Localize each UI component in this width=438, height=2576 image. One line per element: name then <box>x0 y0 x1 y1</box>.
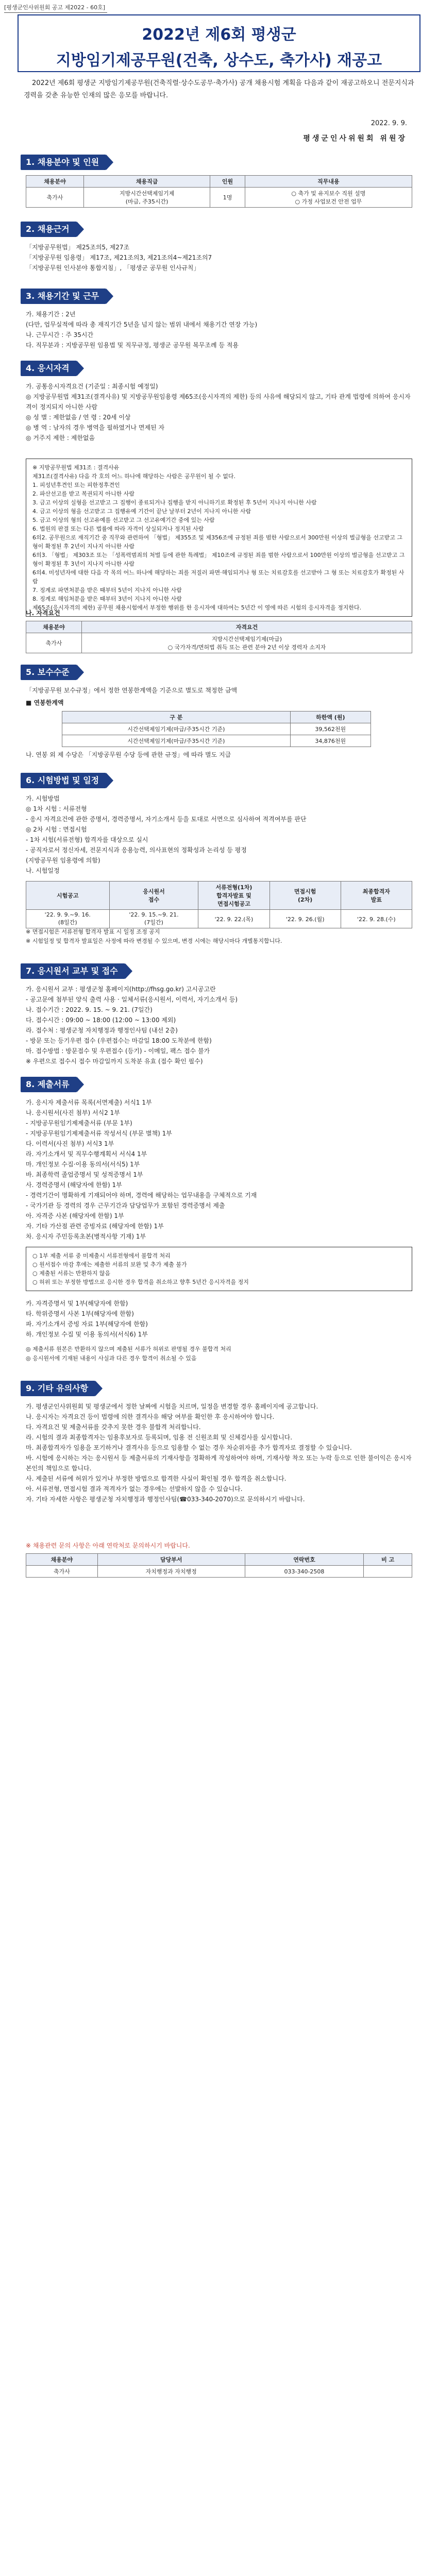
list-item: - 지방공무원임기제제출서류 (부문 1부) <box>26 1120 132 1127</box>
box-line: 5. 금고 이상의 형의 선고유예를 선고받고 그 선고유예기간 중에 있는 사람 <box>32 517 215 523</box>
recruit-table <box>26 175 412 208</box>
schedule-table-wrap <box>26 881 412 928</box>
note-line: ※ 시험일정 및 합격자 발표일은 사정에 따라 변경될 수 있으며, 변경 시에는 해당시마다 개별통지합니다. <box>26 938 282 944</box>
list-item: 사. 경력증명서 (해당자에 한함) 1부 <box>26 1181 122 1189</box>
box-line: 6의3. 「형법」 제303조 또는 「성폭력범죄의 처벌 등에 관한 특례법」 제10조에 규정된 죄를 범한 사람으로서 100만원 이상의 벌금형을 선고받고 그 형이 확정된 후 3년이 지나지 아니한 사람 <box>32 552 405 567</box>
list-item: 파. 자기소개서 증빙 자료 1부(해당자에 한함) <box>26 1320 148 1328</box>
table-cell: '22. 9. 26.(월) <box>269 910 341 928</box>
contact-table <box>26 1553 412 1578</box>
list-item: ◎ 성 별 : 제한없음 / 연 령 : 20세 이상 <box>26 414 131 421</box>
list-item: - 공고문에 첨부된 양식 출력 사용 · 일체서류(응시원서, 이력서, 자기소개서 등) <box>26 996 238 1003</box>
list-item: ※ 우편으로 접수시 접수 마감일까지 도착분 유효 (접수 확인 필수) <box>26 1058 203 1065</box>
box-line: ○ 원서접수 마감 후에는 제출한 서류의 보완 및 추가 제출 불가 <box>32 1261 187 1268</box>
table-cell: 축가사 <box>26 1566 98 1578</box>
list-item: 다. 접수시간 : 09:00 ~ 18:00 (12:00 ~ 13:00 제외) <box>26 1016 176 1024</box>
table-cell: '22. 9. 28.(수) <box>341 910 412 928</box>
list-item: ◎ 지방공무원법 제31조(결격사유) 및 지방공무원임용령 제65조(응시자격의 제한) 등의 사유에 해당되지 않고, 기타 관계 법령에 의하여 응시자격이 정지되지 아니한 사람 <box>26 393 411 411</box>
list-item: 타. 학위증명서 사본 1부(해당자에 한함) <box>26 1310 134 1317</box>
table-cell: 1명 <box>210 188 245 208</box>
list-item: 아. 자격증 사본 (해당자에 한함) 1부 <box>26 1212 124 1219</box>
list-item: 마. 접수방법 : 방문접수 및 우편접수 (등기) - 이메일, 팩스 접수 불가 <box>26 1047 210 1055</box>
section-1-heading: 1. 채용분야 및 인원 <box>21 155 106 170</box>
list-item: 나. 응시자는 자격요건 등이 법령에 의한 결격사유 해당 여부를 확인한 후 응시하여야 합니다. <box>26 1413 275 1420</box>
table-header-cell: 비 고 <box>364 1554 412 1566</box>
box-line: 2. 파산선고를 받고 복권되지 아니한 사람 <box>32 490 134 497</box>
list-item: - 방문 또는 등기우편 접수 (우편접수는 마감일 18:00 도착분에 한함) <box>26 1037 212 1044</box>
list-item: - 지방공무원임기제제출서류 작성서식 (부문 별책) 1부 <box>26 1130 172 1137</box>
list-item: 바. 시험에 응시하는 자는 응시원서 등 제출서류의 기재사항을 정확하게 작성하여야 하며, 기재사항 착오 또는 누락 등으로 인한 불이익은 응시자 본인의 책임으로 합니다. <box>26 1454 412 1472</box>
list-item: 아. 서류전형, 면접시험 결과 적격자가 없는 경우에는 선발하지 않을 수 있습니다. <box>26 1485 243 1493</box>
section-8-heading: 8. 제출서류 <box>21 1077 77 1092</box>
list-item: 라. 접수처 : 평생군청 자치행정과 행정인사팀 (내선 2층) <box>26 1027 178 1034</box>
list-item: 마. 개인정보 수집·이용 동의서(서식5) 1부 <box>26 1161 140 1168</box>
list-item: - 응시 자격요건에 관한 증명서, 경력증명서, 자기소개서 등을 토대로 서면으로 심사하여 적격여부를 판단 <box>26 816 307 823</box>
section-8-tail <box>26 1298 412 1340</box>
table-header-cell: 담당부서 <box>97 1554 245 1566</box>
contact-table-wrap <box>26 1553 412 1578</box>
list-item: 가. 응시자 제출서류 목록(서면제출) 서식1 1부 <box>26 1099 152 1106</box>
notice-date: 2022. 9. 9. <box>370 120 407 127</box>
box-line: 1. 피성년후견인 또는 피한정후견인 <box>32 482 120 488</box>
pay-intro: 「지방공무원 보수규정」에서 정한 연봉한계액을 기준으로 별도로 책정한 금액 <box>26 687 238 694</box>
table-header-cell: 채용직급 <box>83 176 210 188</box>
box-line: ※ 지방공무원법 제31조 : 결격사유 <box>32 464 120 471</box>
box-line: 제31조(결격사유) 다음 각 호의 어느 하나에 해당하는 사람은 공무원이 될 수 없다. <box>32 473 235 480</box>
section-4-heading: 4. 응시자격 <box>21 361 77 376</box>
list-item: 하. 개인정보 수집 및 이용 동의서(서식6) 1부 <box>26 1331 148 1338</box>
pay-note: 나. 연봉 외 제 수당은 「지방공무원 수당 등에 관한 규정」에 따라 별도 지급 <box>26 751 231 758</box>
list-item: 다. 직무분과 : 지방공무원 임용법 및 직무규정, 평생군 공무원 복무조례 등 적용 <box>26 342 239 349</box>
box-line: 3. 금고 이상의 실형을 선고받고 그 집행이 종료되거나 집행을 받지 아니하기로 확정된 후 5년이 지나지 아니한 사람 <box>32 499 317 506</box>
list-item: 사. 제출된 서류에 허위가 있거나 부정한 방법으로 합격한 사실이 확인될 경우 합격을 취소합니다. <box>26 1475 287 1482</box>
list-item: 바. 최종학력 졸업증명서 및 성적증명서 1부 <box>26 1171 143 1178</box>
list-item: 가. 응시원서 교부 : 평생군청 홈페이지(http://fhsg.go.kr) 고시공고란 <box>26 986 216 993</box>
table-header-cell: 인원 <box>210 176 245 188</box>
list-item: 「지방공무원 인사분야 통합지침」, 「평생군 공무원 인사규칙」 <box>26 264 200 272</box>
box-line: ○ 허위 또는 부정한 방법으로 응시한 경우 합격을 취소하고 향후 5년간 응시자격을 정지 <box>32 1279 249 1285</box>
list-item: 나. 응시원서(사진 첨부) 서식2 1부 <box>26 1109 120 1116</box>
table-cell: 축가사 <box>26 188 84 208</box>
title-line1: 2022년 제6회 평생군 <box>142 26 296 44</box>
eligibility-box <box>26 459 412 617</box>
note-line: ◎ 제출서류 원본은 반환하지 않으며 제출된 서류가 허위로 판명될 경우 불합격 처리 <box>26 1346 231 1352</box>
qualification-table-wrap <box>26 621 412 653</box>
qualification-table <box>26 621 412 653</box>
section-8-notes <box>26 1345 412 1363</box>
box-line: 6의4. 미성년자에 대한 다음 각 목의 어느 하나에 해당하는 죄를 저질러 파면·해임되거나 형 또는 치료감호를 선고받아 그 형 또는 치료감호가 확정된 사람 <box>32 569 405 585</box>
table-row <box>26 910 412 928</box>
doc-tag: [평생군인사위원회 공고 제2022 - 60호] <box>4 3 107 13</box>
list-item: (다만, 업무실적에 따라 총 재직기간 5년을 넘지 않는 범위 내에서 채용기간 연장 가능) <box>26 321 258 328</box>
list-item: - 공직자로서 정신자세, 전문지식과 응용능력, 의사표현의 정확성과 논리성 등 평정 <box>26 846 247 854</box>
list-item: 라. 자기소개서 및 직무수행계획서 서식4 1부 <box>26 1150 147 1158</box>
pay-table-wrap <box>62 711 371 747</box>
section-9-heading: 9. 기타 유의사항 <box>21 1381 95 1396</box>
box-line: 7. 징계로 파면처분을 받은 때부터 5년이 지나지 아니한 사람 <box>32 587 182 594</box>
note-line: ◎ 응시원서에 기재된 내용이 사실과 다른 경우 합격이 취소될 수 있음 <box>26 1355 197 1362</box>
table-header-cell: 구 분 <box>62 711 291 723</box>
intro-paragraph: 2022년 제6회 평생군 지방임기제공무원(건축직렬·상수도공무·축가사) 공개 채용시험 계획을 다음과 같이 재공고하오니 전문지식과 경력을 갖춘 유능한 인재의 많은 응모를 바랍니다. <box>24 79 414 99</box>
list-item: 다. 자격요건 및 제출서류를 갖추지 못한 경우 불합격 처리합니다. <box>26 1423 201 1431</box>
list-item: 마. 최종합격자가 임용을 포기하거나 결격사유 등으로 임용할 수 없는 경우 차순위자를 추가 합격자로 결정할 수 있습니다. <box>26 1444 352 1451</box>
table-cell: 지방시간선택제임기제 (마급, 주35시간) <box>83 188 210 208</box>
table-header-cell: 서류전형(1차) 합격자발표 및 면접시험공고 <box>198 882 269 910</box>
list-item: - 국가기관 등 경력의 경우 근무기간과 담당업무가 포함된 경력증명서 제출 <box>26 1202 225 1209</box>
title-line2: 지방임기제공무원(건축, 상수도, 축가사) 재공고 <box>56 52 382 70</box>
table-cell: 시간선택제임기제(마급/주35시간 기준) <box>62 723 291 735</box>
list-item: 가. 채용기간 : 2년 <box>26 311 76 318</box>
table-header-cell: 자격요건 <box>81 621 412 633</box>
table-header-cell: 채용분야 <box>26 176 84 188</box>
table-cell: 39,562천원 <box>290 723 370 735</box>
section-8-list <box>26 1097 412 1242</box>
section-7-heading: 7. 응시원서 교부 및 접수 <box>21 963 125 979</box>
title-box <box>18 14 420 72</box>
table-header-cell: 직무내용 <box>245 176 412 188</box>
pay-table <box>62 711 371 747</box>
list-item: - 경력기간이 명확하게 기재되어야 하며, 경력에 해당하는 업무내용을 구체적으로 기재 <box>26 1192 257 1199</box>
contact-note: ※ 채용관련 문의 사항은 아래 연락처로 문의하시기 바랍니다. <box>26 1542 190 1549</box>
table-header-cell: 하한액 (원) <box>290 711 370 723</box>
list-item: 나. 근무시간 : 주 35시간 <box>26 331 94 338</box>
schedule-table <box>26 881 412 928</box>
table-row <box>62 723 371 735</box>
list-item: ◎ 병 역 : 남자의 경우 병역을 필하였거나 면제된 자 <box>26 424 165 431</box>
table-cell: 033-340-2508 <box>245 1566 364 1578</box>
list-item: 가. 평생군인사위원회 및 평생군에서 정한 날짜에 시험을 치르며, 일정을 변경할 경우 홈페이지에 공고합니다. <box>26 1403 318 1410</box>
table-cell: 지방시간선택제임기제(마급) ○ 국가자격/면허법 취득 또는 관련 분야 2년 이상 경력자 소지자 <box>81 633 412 653</box>
list-item: 나. 시험일정 <box>26 867 60 874</box>
list-item: - 1차 시험(서류전형) 합격자를 대상으로 실시 <box>26 836 148 843</box>
pay-subheading: ■ 연봉한계액 <box>26 699 64 706</box>
box-line: 6. 법원의 판결 또는 다른 법률에 따라 자격이 상실되거나 정지된 사람 <box>32 526 204 532</box>
box-line: ○ 제출된 서류는 반환하지 않음 <box>32 1270 111 1277</box>
table-row <box>62 735 371 747</box>
list-item: ◎ 거주지 제한 : 제한없음 <box>26 434 95 442</box>
box-line: 8. 징계로 해임처분을 받은 때부터 3년이 지나지 아니한 사람 <box>32 596 182 602</box>
table-header-cell: 채용분야 <box>26 621 82 633</box>
list-item: 차. 응시자 주민등록초본(병적사항 기재) 1부 <box>26 1233 146 1240</box>
box-line: ○ 1부 제출 서류 중 미제출시 서류전형에서 불합격 처리 <box>32 1252 171 1259</box>
list-item: 카. 자격증명서 및 1부(해당자에 한함) <box>26 1300 128 1307</box>
list-item: 자. 기타 자세한 사항은 평생군청 자치행정과 행정인사팀(☎033-340-2070)으로 문의하시기 바랍니다. <box>26 1496 305 1503</box>
note-line: ※ 면접시험은 서류전형 합격자 발표 시 일정 조정 공지 <box>26 928 160 935</box>
issuing-org: 평생군인사위원회 위원장 <box>303 134 407 143</box>
table-row <box>26 188 412 208</box>
table-header-cell: 채용분야 <box>26 1554 98 1566</box>
table-header-cell: 시험공고 <box>26 882 110 910</box>
table-cell <box>364 1566 412 1578</box>
table-cell: '22. 9. 9.~9. 16. (8일간) <box>26 910 110 928</box>
table-cell: 자치행정과 자치행정 <box>97 1566 245 1578</box>
table-header-cell: 면접시험 (2차) <box>269 882 341 910</box>
list-item: 다. 이력서(사진 첨부) 서식3 1부 <box>26 1140 114 1147</box>
list-item: 나. 접수기간 : 2022. 9. 15. ~ 9. 21. (7일간) <box>26 1006 153 1013</box>
table-row <box>26 633 412 653</box>
section-2-list <box>26 242 412 273</box>
box-line: 4. 금고 이상의 형을 선고받고 그 집행유예 기간이 끝난 날부터 2년이 지나지 아니한 사람 <box>32 508 251 515</box>
table-header-cell: 응시원서 접수 <box>109 882 198 910</box>
table-row <box>26 1566 412 1578</box>
box-line: 6의2. 공무원으로 재직기간 중 직무와 관련하여 「형법」 제355조 및 제356조에 규정된 죄를 범한 사람으로서 300만원 이상의 벌금형을 선고받고 그 형이 확정된 후 2년이 지나지 아니한 사람 <box>32 534 402 550</box>
list-item: 「지방공무원 임용령」 제17조, 제21조의3, 제21조의4~제21조의7 <box>26 254 212 261</box>
list-item: (지방공무원 임용령에 의함) <box>26 857 100 864</box>
list-item: ◎ 2차 시험 : 면접시험 <box>26 826 87 833</box>
list-item: 가. 공통응시자격요건 (기준일 : 최종시험 예정일) <box>26 383 158 390</box>
table-cell: '22. 9. 15.~9. 21. (7일간) <box>109 910 198 928</box>
section-3-heading: 3. 채용기간 및 근무 <box>21 289 106 304</box>
list-item: ◎ 1차 시험 : 서류전형 <box>26 805 87 812</box>
submission-box <box>26 1247 412 1291</box>
section-9-list <box>26 1401 412 1504</box>
section-4-list <box>26 381 412 443</box>
list-item: 자. 기타 가산점 관련 증빙자료 (해당자에 한함) 1부 <box>26 1223 164 1230</box>
qualification-subheading: 나. 자격요건 <box>26 609 60 617</box>
section-6-heading: 6. 시험방법 및 일정 <box>21 773 106 788</box>
table-header-cell: 최종합격자 발표 <box>341 882 412 910</box>
section-5-heading: 5. 보수수준 <box>21 665 77 680</box>
table-header-cell: 연락번호 <box>245 1554 364 1566</box>
list-item: 「지방공무원법」 제25조의5, 제27조 <box>26 244 130 251</box>
table-cell: 34,876천원 <box>290 735 370 747</box>
list-item: 라. 시험의 결과 최종합격자는 임용후보자로 등록되며, 임용 전 신원조회 및 신체검사를 실시합니다. <box>26 1434 293 1441</box>
table-cell: '22. 9. 22.(목) <box>198 910 269 928</box>
section-3-list <box>26 309 412 350</box>
list-item: 가. 시험방법 <box>26 795 60 802</box>
section-1-table-wrap <box>26 175 412 208</box>
section-7-list <box>26 984 412 1066</box>
table-cell: 시간선택제임기제(마급/주35시간 기준) <box>62 735 291 747</box>
section-6-list <box>26 793 412 876</box>
table-cell: ○ 축가 및 유지보수 직원 설명 ○ 가정 사업보건 안전 업무 <box>245 188 412 208</box>
schedule-notes <box>26 927 412 946</box>
section-2-heading: 2. 채용근거 <box>21 222 77 237</box>
box-line: 제65조(응시자격의 제한) 공무원 채용시험에서 부정한 행위를 한 응시자에 대하여는 5년간 이 영에 따른 시험의 응시자격을 정지한다. <box>32 604 362 611</box>
table-cell: 축가사 <box>26 633 82 653</box>
